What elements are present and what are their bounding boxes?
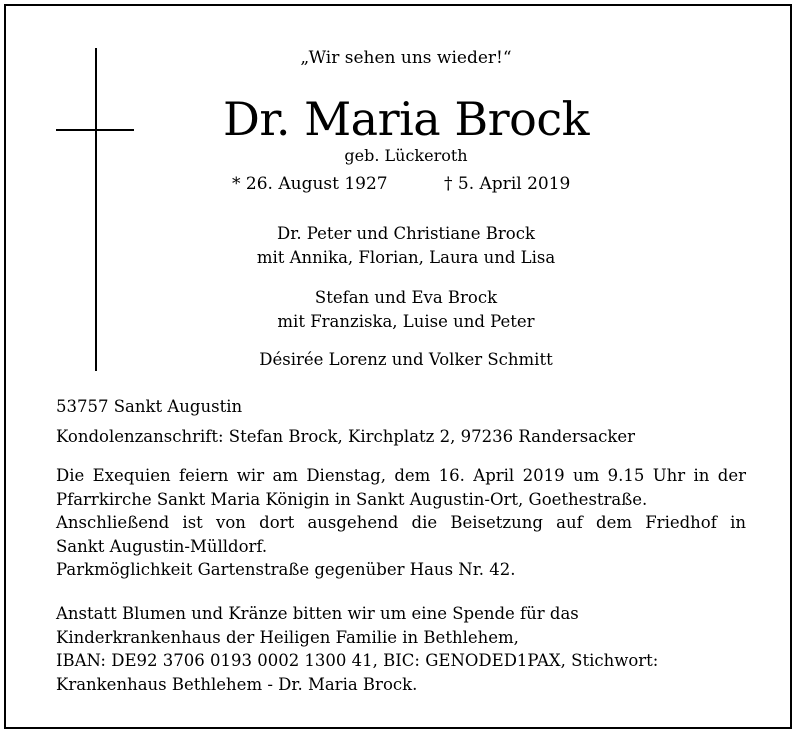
family-line: Dr. Peter und Christiane Brock <box>277 224 535 243</box>
donation-line: Kinderkrankenhaus der Heiligen Familie in Bethlehem, <box>56 627 519 647</box>
exequies-line: Die Exequien feiern wir am Dienstag, dem 16. April 2019 um 9.15 Uhr in der <box>56 466 746 485</box>
city: 53757 Sankt Augustin <box>56 397 243 416</box>
exequies-paragraph <box>56 464 746 582</box>
exequies-line: Pfarrkirche Sankt Maria Königin in Sankt Augustin-Ort, Goethestraße. <box>56 489 648 509</box>
obituary-notice <box>4 4 792 729</box>
donation-line: Krankenhaus Bethlehem - Dr. Maria Brock. <box>56 674 418 694</box>
birth-date: * 26. August 1927 <box>232 174 388 194</box>
donation-paragraph <box>56 602 658 696</box>
deceased-name: Dr. Maria Brock <box>223 92 589 146</box>
donation-line: Anstatt Blumen und Kränze bitten wir um eine Spende für das <box>56 604 579 623</box>
exequies-line: Sankt Augustin-Mülldorf. <box>56 536 268 556</box>
maiden-name: geb. Lückeroth <box>344 146 468 165</box>
exequies-line: Parkmöglichkeit Gartenstraße gegenüber Haus Nr. 42. <box>56 560 516 579</box>
family-line: mit Annika, Florian, Laura und Lisa <box>256 248 556 267</box>
family-line: mit Franziska, Luise und Peter <box>277 312 535 331</box>
death-date: † 5. April 2019 <box>444 174 571 194</box>
donation-line: IBAN: DE92 3706 0193 0002 1300 41, BIC: GENODED1PAX, Stichwort: <box>56 651 659 670</box>
condolence-address: Kondolenzanschrift: Stefan Brock, Kirchplatz 2, 97236 Randersacker <box>56 427 635 446</box>
exequies-line: Anschließend ist von dort ausgehend die Beisetzung auf dem Friedhof in <box>56 513 746 532</box>
family-line: Désirée Lorenz und Volker Schmitt <box>259 350 553 369</box>
motto: „Wir sehen uns wieder!“ <box>300 48 512 68</box>
family-line: Stefan und Eva Brock <box>314 288 498 307</box>
